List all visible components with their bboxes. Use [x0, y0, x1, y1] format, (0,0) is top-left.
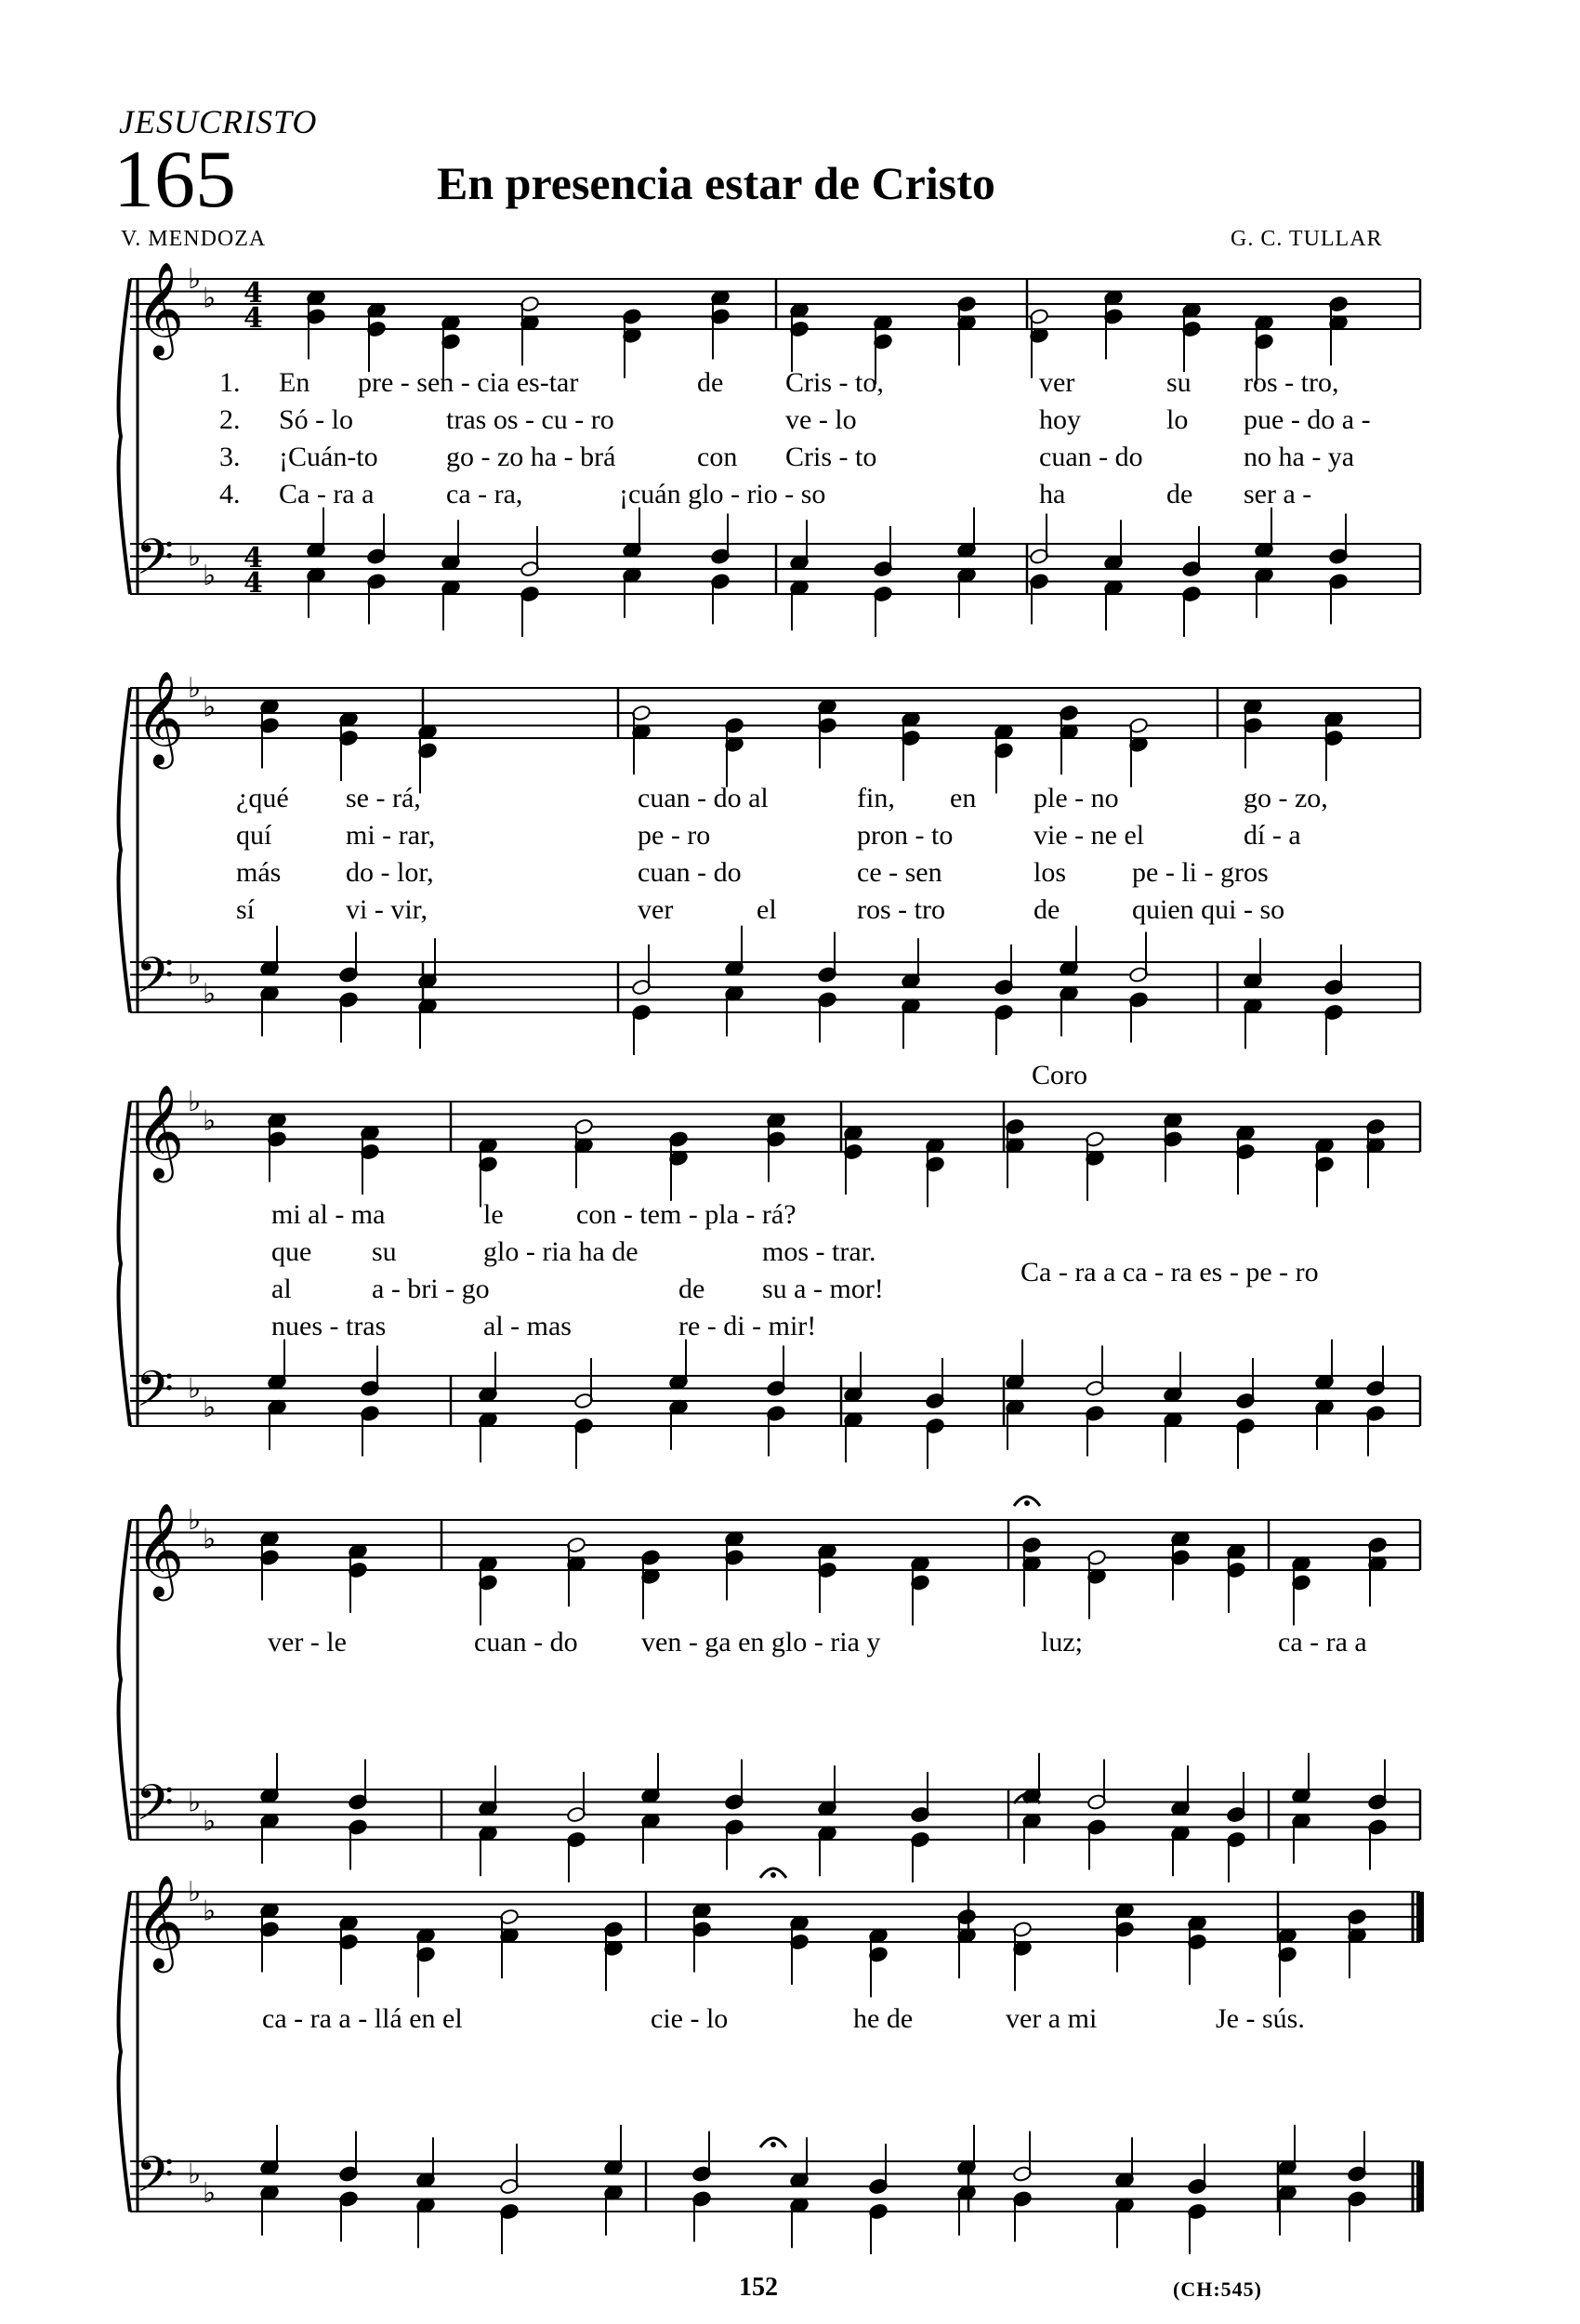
lyric-syllable: go - zo,	[1244, 783, 1328, 813]
lyric-syllable: su	[1166, 367, 1192, 398]
lyric-syllable: pe - ro	[638, 820, 711, 851]
lyric-syllable: con - tem - pla - rá?	[576, 1199, 797, 1230]
flat-sign: ♭	[203, 1895, 217, 1928]
lyric-syllable: ver - le	[268, 1627, 347, 1657]
lyric-syllable: mi - rar,	[346, 820, 436, 851]
flat-sign: ♭	[188, 1504, 202, 1537]
lyric-syllable: se - rá,	[346, 783, 421, 813]
flat-sign: ♭	[203, 1391, 217, 1424]
lyric-syllable: ven - ga en glo - ria y	[641, 1627, 881, 1657]
flat-sign: ♭	[188, 1086, 202, 1118]
lyric-syllable: quien qui - so	[1132, 894, 1285, 925]
flat-sign: ♭	[188, 2158, 202, 2191]
fermata-dot	[1024, 1798, 1030, 1803]
lyric-syllable: hoy	[1039, 404, 1081, 435]
lyric-syllable: do - lor,	[346, 857, 434, 888]
flat-sign: ♭	[203, 2176, 217, 2210]
lyric-syllable: Cris - to	[785, 442, 877, 472]
lyric-syllable: pe - li - gros	[1132, 857, 1269, 888]
lyric-syllable: ca - ra,	[446, 479, 523, 509]
lyric-syllable: fin,	[857, 783, 895, 813]
hymn-title: En presencia estar de Cristo	[437, 157, 995, 209]
flat-sign: ♭	[203, 1804, 217, 1838]
lyricist-credit: V. MENDOZA	[121, 227, 267, 251]
time-signature: 4	[244, 542, 263, 574]
bass-clef: 𝄢	[136, 529, 175, 599]
lyric-syllable: cie - lo	[651, 2003, 729, 2034]
lyric-syllable: ver a mi	[1006, 2003, 1098, 2034]
time-signature: 4	[244, 302, 263, 335]
lyric-syllable: ca - ra a	[1278, 1627, 1367, 1657]
lyric-syllable: luz;	[1041, 1627, 1083, 1657]
lyric-syllable: quí	[236, 820, 272, 851]
lyric-syllable: al	[271, 1274, 292, 1304]
treble-clef: 𝄞	[136, 669, 185, 765]
lyric-syllable: dí - a	[1244, 820, 1301, 851]
system-brace	[119, 1520, 130, 1840]
flat-sign: ♭	[203, 1104, 217, 1138]
lyric-syllable: nues - tras	[271, 1311, 387, 1341]
flat-sign: ♭	[188, 1372, 202, 1406]
section-heading: JESUCRISTO	[119, 103, 318, 140]
lyric-syllable: su a - mor!	[762, 1274, 884, 1304]
lyric-syllable: pron - to	[857, 820, 954, 851]
lyric-syllable: ros - tro,	[1244, 367, 1339, 398]
lyric-syllable: he de	[853, 2003, 914, 2034]
lyric-syllable: más	[236, 857, 282, 888]
system-brace	[119, 279, 130, 594]
lyric-syllable: glo - ria ha de	[483, 1236, 639, 1267]
flat-sign: ♭	[203, 1523, 217, 1556]
hymn-reference: (CH:545)	[1173, 2278, 1262, 2301]
composer-credit: G. C. TULLAR	[1231, 227, 1383, 251]
bass-clef: 𝄢	[136, 2146, 175, 2216]
lyric-syllable: su	[372, 1236, 397, 1267]
lyric-syllable: al - mas	[483, 1311, 572, 1341]
bass-clef: 𝄢	[136, 1361, 175, 1431]
lyric-syllable: cuan - do	[1039, 442, 1143, 472]
lyric-syllable: vie - ne el	[1034, 820, 1145, 851]
system-brace	[119, 1102, 130, 1426]
flat-sign: ♭	[188, 263, 202, 296]
treble-clef: 𝄞	[136, 1501, 185, 1597]
lyric-syllable: tras os - cu - ro	[446, 404, 614, 435]
lyric-syllable: ¿qué	[236, 783, 289, 813]
lyric-syllable: Ca - ra a	[279, 479, 375, 509]
fermata-dot	[770, 1872, 776, 1878]
lyric-syllable: de	[697, 367, 724, 398]
lyric-syllable: a - bri - go	[372, 1274, 490, 1304]
flat-sign: ♭	[203, 977, 217, 1010]
lyric-syllable: con	[697, 442, 738, 472]
treble-clef: 𝄞	[136, 1873, 185, 1969]
flat-sign: ♭	[203, 691, 217, 724]
chorus-label: Coro	[1032, 1060, 1087, 1090]
time-signature: 4	[244, 567, 263, 600]
lyric-syllable: re - di - mir!	[678, 1311, 817, 1341]
lyric-syllable: ver	[638, 894, 674, 925]
lyric-syllable: cuan - do	[474, 1627, 578, 1657]
flat-sign: ♭	[188, 672, 202, 705]
lyric-syllable: ple - no	[1034, 783, 1119, 813]
bass-clef: 𝄢	[136, 1775, 175, 1844]
lyric-syllable: ha	[1039, 479, 1066, 509]
lyric-syllable: no ha - ya	[1244, 442, 1355, 472]
lyric-syllable: ser a -	[1244, 479, 1312, 509]
flat-sign: ♭	[188, 1786, 202, 1819]
time-signature: 4	[244, 277, 263, 310]
flat-sign: ♭	[203, 559, 217, 592]
lyric-syllable: ce - sen	[857, 857, 942, 888]
lyric-syllable: Só - lo	[279, 404, 354, 435]
lyric-syllable: pre - sen - cia es-tar	[358, 367, 579, 398]
lyric-syllable: cuan - do	[638, 857, 742, 888]
lyric-syllable: en	[950, 783, 977, 813]
fermata-dot	[1024, 1500, 1030, 1506]
lyric-syllable: de	[1034, 894, 1060, 925]
bass-clef: 𝄢	[136, 947, 175, 1017]
flat-sign: ♭	[188, 1876, 202, 1908]
lyric-syllable: Je - sús.	[1216, 2003, 1305, 2034]
system-brace	[119, 688, 130, 1012]
lyric-syllable: los	[1034, 857, 1067, 888]
treble-clef: 𝄞	[136, 1083, 185, 1179]
lyric-syllable: lo	[1166, 404, 1189, 435]
lyric-syllable: pue - do a -	[1244, 404, 1371, 435]
lyric-syllable: ¡cuán glo - rio - so	[619, 479, 826, 509]
lyric-syllable: ca - ra a - llá en el	[262, 2003, 463, 2034]
flat-sign: ♭	[188, 540, 202, 574]
fermata-dot	[770, 2142, 776, 2147]
lyric-syllable: vi - vir,	[346, 894, 428, 925]
lyric-syllable: ver	[1039, 367, 1075, 398]
lyric-syllable: sí	[236, 894, 256, 925]
lyric-syllable: Cris - to,	[785, 367, 884, 398]
system-brace	[119, 1892, 130, 2212]
lyric-syllable: le	[483, 1199, 504, 1230]
lyric-syllable: 3.	[219, 442, 241, 472]
hymn-number: 165	[113, 135, 236, 225]
lyric-syllable: go - zo ha - brá	[446, 442, 616, 472]
lyric-syllable: mos - trar.	[762, 1236, 876, 1267]
lyric-syllable: de	[1166, 479, 1193, 509]
flat-sign: ♭	[203, 282, 217, 315]
lyric-syllable: Ca - ra a ca - ra es - pe - ro	[1020, 1257, 1319, 1287]
lyric-syllable: ros - tro	[857, 894, 945, 925]
treble-clef: 𝄞	[136, 260, 185, 356]
lyric-syllable: cuan - do al	[638, 783, 769, 813]
lyric-syllable: que	[271, 1236, 312, 1267]
lyric-syllable: 4.	[219, 479, 241, 509]
lyric-syllable: 1.	[219, 367, 241, 398]
lyric-syllable: de	[678, 1274, 705, 1304]
page-number: 152	[739, 2273, 778, 2302]
lyric-syllable: mi al - ma	[271, 1199, 386, 1230]
lyric-syllable: 2.	[219, 404, 241, 435]
lyric-syllable: En	[279, 367, 310, 398]
lyric-syllable: ve - lo	[785, 404, 857, 435]
flat-sign: ♭	[188, 958, 202, 992]
lyric-syllable: ¡Cuán-to	[279, 442, 378, 472]
lyric-syllable: el	[757, 894, 777, 925]
